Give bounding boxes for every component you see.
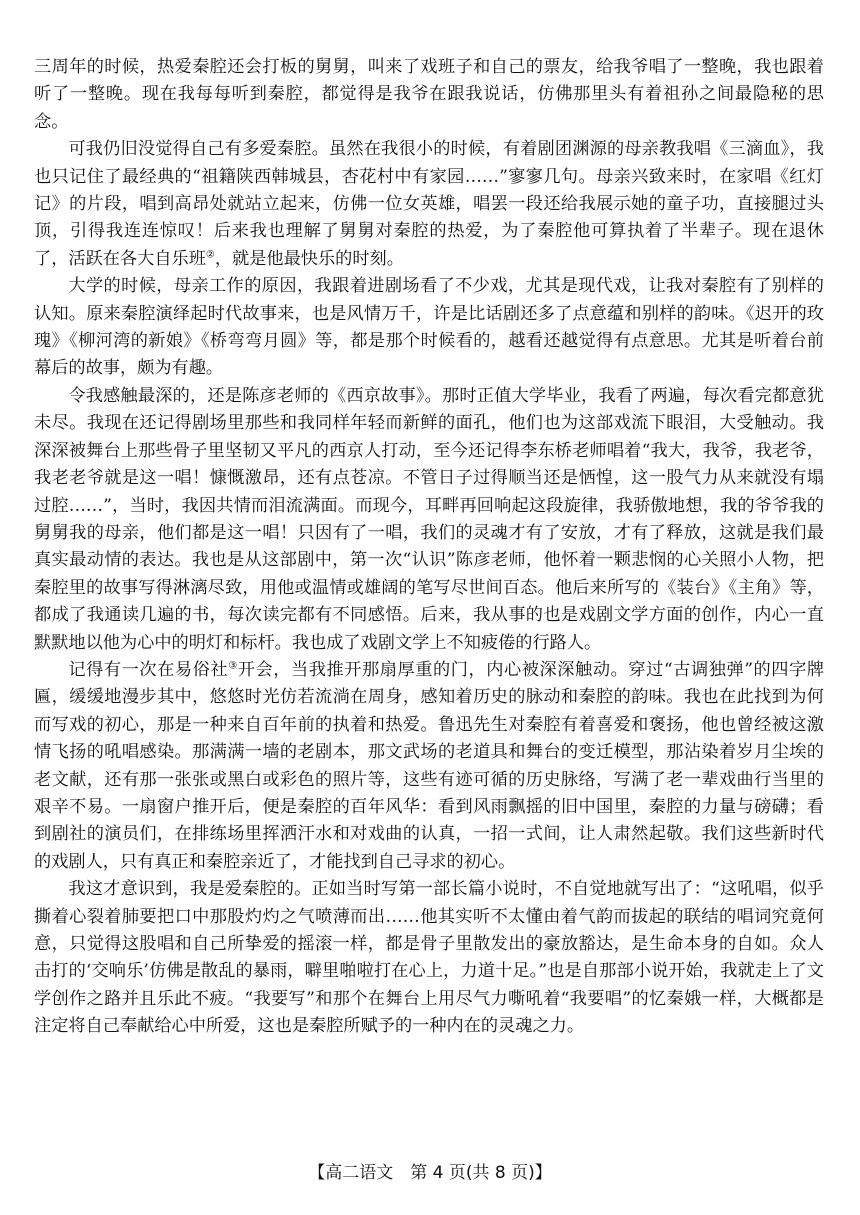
paragraph [34,136,824,273]
footnote-marker: ② [205,249,215,261]
paragraph-text: 记得有一次在易俗社 [68,659,229,680]
paragraph [34,273,824,383]
article-body [34,54,824,1041]
paragraph-text: 三周年的时候，热爱秦腔还会打板的舅舅，叫来了戏班子和自己的票友，给我爷唱了一整晚，我也跟着听了一整晚。现在我每每听到秦腔，都觉得是我爷在跟我说话，仿佛那里头有着祖孙之间最隐秘的思念。 [34,57,824,132]
paragraph-text: 令我感触最深的，还是陈彦老师的《西京故事》。那时正值大学毕业，我看了两遍，每次看完都意犹未尽。我现在还记得剧场里那些和我同样年轻而新鲜的面孔，他们也为这部戏流下眼泪，大受触动。我深深被舞台上那些骨子里坚韧又平凡的西京人打动，至今还记得李东桥老师唱着“我大，我爷，我老爷，我老老爷就是这一唱！慷慨激昂，还有点苍凉。不管日子过得顺当还是恓惶，这一股气力从来就没有塌过腔……”，当时，我因共情而泪流满面。而现今，耳畔再回响起这段旋律，我骄傲地想，我的爷爷我的舅舅我的母亲，他们都是这一唱！只因有了一唱，我们的灵魂才有了安放，才有了释放，这就是我们最真实最动情的表达。我也是从这部剧中，第一次“认识”陈彦老师，他怀着一颗悲悯的心关照小人物，把秦腔里的故事写得淋漓尽致，用他或温情或雄阔的笔写尽世间百态。他后来所写的《装台》《主角》等，都成了我通读几遍的书，每次读完都有不同感悟。后来，我从事的也是戏剧文学方面的创作，内心一直默默地以他为心中的明灯和标杆。我也成了戏剧文学上不知疲倦的行路人。 [34,385,824,653]
paragraph [34,54,824,136]
paragraph [34,876,824,1040]
paragraph [34,657,824,876]
paragraph [34,383,824,657]
paragraph-text: 大学的时候，母亲工作的原因，我跟着进剧场看了不少戏，尤其是现代戏，让我对秦腔有了别样的认知。原来秦腔演绎起时代故事来，也是风情万千，许是比话剧还多了点意蕴和别样的韵味。《迟开的玫瑰》《柳河湾的新娘》《桥弯弯月圆》等，都是那个时候看的，越看还越觉得有点意思。尤其是听着台前幕后的故事，颇为有趣。 [34,276,824,379]
paragraph-text: 可我仍旧没觉得自己有多爱秦腔。虽然在我很小的时候，有着剧团渊源的母亲教我唱《三滴血》，我也只记住了最经典的“祖籍陕西韩城县，杏花村中有家园……”寥寥几句。母亲兴致来时，在家唱《红灯记》的片段，唱到高昂处就站立起来，仿佛一位女英雄，唱罢一段还给我展示她的童子功，直接腿过头顶，引得我连连惊叹！后来我也理解了舅舅对秦腔的热爱，为了秦腔他可算执着了半辈子。现在退休了，活跃在各大自乐班 [34,139,824,269]
paragraph-text: 我这才意识到，我是爱秦腔的。正如当时写第一部长篇小说时，不自觉地就写出了：“这吼唱，似乎撕着心裂着肺要把口中那股灼灼之气喷薄而出……他其实听不太懂由着气韵而拔起的联结的唱词究竟何意，只觉得这股唱和自己所挚爱的摇滚一样，都是骨子里散发出的豪放豁达，是生命本身的自如。众人击打的‘交响乐’仿佛是散乱的暴雨，噼里啪啦打在心上，力道十足。”也是自那部小说开始，我就走上了文学创作之路并且乐此不疲。“我要写”和那个在舞台上用尽气力嘶吼着“我要唱”的忆秦娥一样，大概都是注定将自己奉献给心中所爱，这也是秦腔所赋予的一种内在的灵魂之力。 [34,879,824,1037]
footnote-marker: ③ [228,660,238,672]
paragraph-text: ，就是他最快乐的时刻。 [214,248,404,269]
paragraph-text: 开会，当我推开那扇厚重的门，内心被深深触动。穿过“古调独弹”的四字牌匾，缓缓地漫步其中，悠悠时光仿若流淌在周身，感知着历史的脉动和秦腔的韵味。我也在此找到为何而写戏的初心，那是一种来自百年前的执着和热爱。鲁迅先生对秦腔有着喜爱和褒扬，他也曾经被这激情飞扬的吼唱感染。那满满一墙的老剧本，那文武场的老道具和舞台的变迁模型，那沾染着岁月尘埃的老文献，还有那一张张或黑白或彩色的照片等，这些有迹可循的历史脉络，写满了老一辈戏曲行当里的艰辛不易。一扇窗户推开后，便是秦腔的百年风华：看到风雨飘摇的旧中国里，秦腔的力量与磅礴；看到剧社的演员们，在排练场里挥洒汗水和对戏曲的认真，一招一式间，让人肃然起敬。我们这些新时代的戏剧人，只有真正和秦腔亲近了，才能找到自己寻求的初心。 [34,659,825,872]
page-footer: 【高二语文 第 4 页(共 8 页)】 [308,1163,552,1183]
